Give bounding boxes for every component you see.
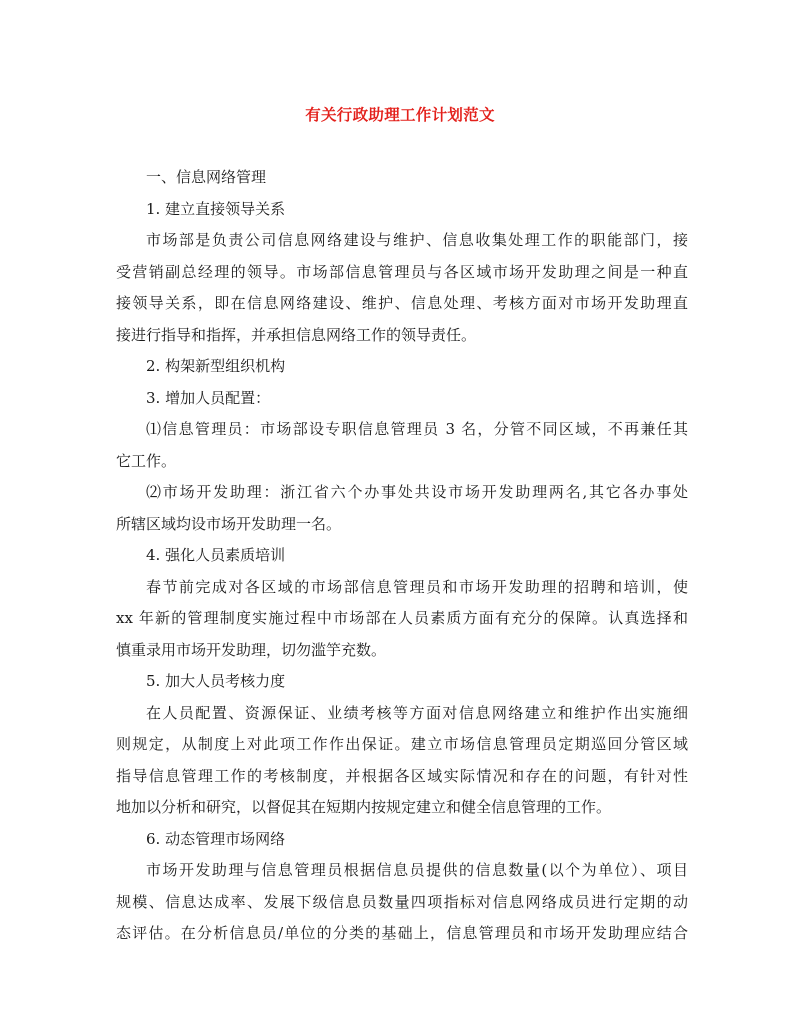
text-line: 则规定，从制度上对此项工作作出保证。建立市场信息管理员定期巡回分管区域 <box>116 735 688 753</box>
text-line: 规模、信息达成率、发展下级信息员数量四项指标对信息网络成员进行定期的动 <box>116 892 688 911</box>
text-line: 2. 构架新型组织机构 <box>146 357 286 375</box>
text-line: 4. 强化人员素质培训 <box>146 546 286 564</box>
text-line: 受营销副总经理的领导。市场部信息管理员与各区域市场开发助理之间是一种直 <box>116 262 688 281</box>
document-body <box>116 162 688 950</box>
text-line: 慎重录用市场开发助理，切勿滥竽充数。 <box>116 640 387 659</box>
text-line: 市场部是负责公司信息网络建设与维护、信息收集处理工作的职能部门，接 <box>146 231 688 249</box>
text-line: 5. 加大人员考核力度 <box>146 672 286 690</box>
text-line: 春节前完成对各区域的市场部信息管理员和市场开发助理的招聘和培训，使 <box>146 577 688 596</box>
text-line: 接领导关系，即在信息网络建设、维护、信息处理、考核方面对市场开发助理直 <box>116 294 688 312</box>
text-line: 它工作。 <box>116 451 177 470</box>
text-line: 在人员配置、资源保证、业绩考核等方面对信息网络建立和维护作出实施细 <box>146 703 688 722</box>
text-line: 接进行指导和指挥，并承担信息网络工作的领导责任。 <box>116 325 477 344</box>
text-line: 所辖区域均设市场开发助理一名。 <box>116 514 342 533</box>
text-line: 1. 建立直接领导关系 <box>146 199 286 218</box>
text-line: 市场开发助理与信息管理员根据信息员提供的信息数量(以个为单位）、项目 <box>146 861 688 879</box>
text-line: 态评估。在分析信息员/单位的分类的基础上，信息管理员和市场开发助理应结合 <box>116 924 688 942</box>
text-line: 一、信息网络管理 <box>146 168 267 186</box>
text-line: 6. 动态管理市场网络 <box>146 829 286 848</box>
text-line: 指导信息管理工作的考核制度，并根据各区域实际情况和存在的问题，有针对性 <box>116 766 688 785</box>
text-line: 3. 增加人员配置： <box>146 388 271 407</box>
text-line: xx 年新的管理制度实施过程中市场部在人员素质方面有充分的保障。认真选择和 <box>116 609 688 627</box>
text-line: ⑴信息管理员：市场部设专职信息管理员 3 名，分管不同区域，不再兼任其 <box>146 420 688 438</box>
document-title: 有关行政助理工作计划范文 <box>305 105 495 124</box>
text-line: 地加以分析和研究，以督促其在短期内按规定建立和健全信息管理的工作。 <box>116 798 612 816</box>
text-line: ⑵市场开发助理：浙江省六个办事处共设市场开发助理两名,其它各办事处 <box>146 483 688 501</box>
